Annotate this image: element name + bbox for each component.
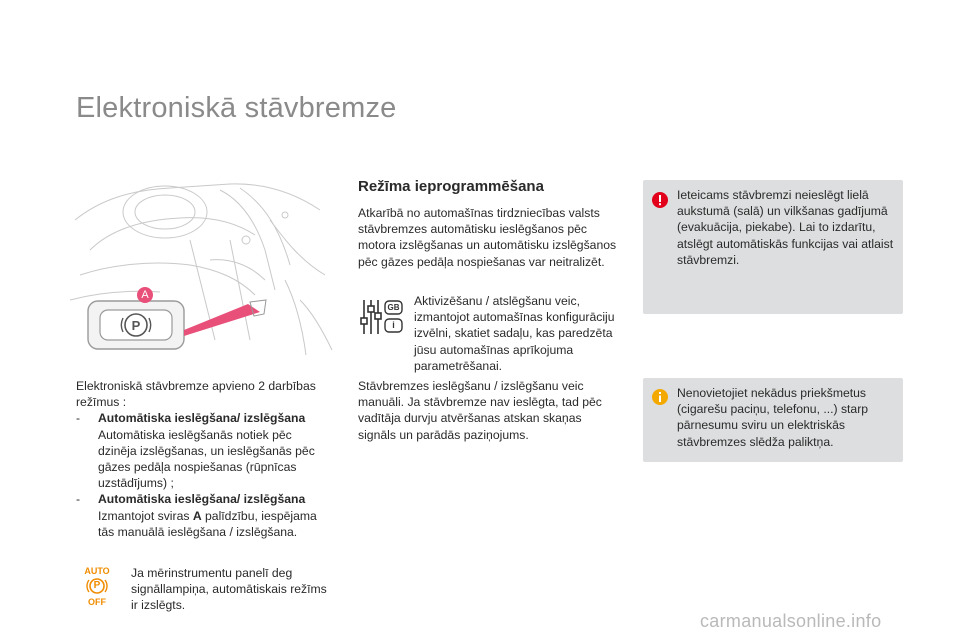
mode-heading: Automātiska ieslēgšana/ izslēgšana bbox=[98, 492, 306, 507]
info-icon bbox=[652, 389, 668, 405]
callout-a-label: A bbox=[141, 289, 149, 301]
list-dash: - bbox=[76, 492, 81, 507]
warning-exclamation-icon bbox=[652, 192, 668, 208]
manual-operation-paragraph: Stāvbremzes ieslēgšanu / izslēgšanu veic manuāli. Ja stāvbremze nav ieslēgta, tad pēc vadītāja durvju atvēršanas atskan skaņas signāls un parādās paziņojums. bbox=[358, 379, 602, 442]
programming-paragraph: Atkarībā no automašīnas tirdzniecības valsts stāvbremzes automātisku ieslēgšanos pēc motora izslēgšanas un automātisku izslēgšanos pēc gāzes pedāļa nospiešanas var neitralizēt. bbox=[358, 206, 617, 269]
parking-brake-illustration bbox=[70, 180, 336, 358]
mode-item bbox=[76, 491, 332, 540]
off-label: OFF bbox=[88, 597, 106, 607]
warning-box bbox=[643, 180, 903, 314]
list-dash: - bbox=[76, 411, 81, 426]
section-title: Režīma ieprogrammēšana bbox=[358, 178, 544, 195]
watermark: carmanualsonline.info bbox=[700, 611, 882, 631]
modes-description bbox=[76, 378, 332, 540]
config-badge-info: i bbox=[392, 320, 395, 330]
activation-paragraph: Aktivizēšanu / atslēgšanu veic, izmantojot automašīnas konfigurāciju izvēlni, skatiet sadaļu, kas paredzēta jūsu automašīnas aprīkojuma parametrēšanai. bbox=[414, 294, 615, 373]
page-title: Elektroniskā stāvbremze bbox=[76, 92, 397, 124]
warning-text: Ieteicams stāvbremzi neieslēgt lielā aukstumā (salā) un vilkšanas gadījumā (evakuācija, piekabe). Lai to izdarītu, atslēgt automātiskās funkcijas vai atlaist stāvbremzi. bbox=[677, 188, 894, 267]
config-badge-gb: GB bbox=[387, 303, 400, 312]
auto-off-warning-icon bbox=[82, 566, 112, 608]
svg-text:P: P bbox=[131, 318, 141, 333]
mode-text: Automātiska ieslēgšanās notiek pēc dzinēja izslēgšanas, un ieslēgšanās pēc gāzes pedāļa nospiešanas (rūpnīcas uzstādījums) ; bbox=[98, 427, 315, 491]
info-text: Nenovietojiet nekādus priekšmetus (cigarešu paciņu, telefonu, ...) starp pārnesumu sviru un elektriskās stāvbremzes slēdža paliktņa. bbox=[677, 386, 869, 449]
configuration-menu-icon bbox=[360, 298, 404, 336]
mode-heading: Automātiska ieslēgšana/ izslēgšana bbox=[98, 411, 306, 426]
auto-label: AUTO bbox=[84, 566, 110, 576]
auto-mode-note: Ja mērinstrumentu panelī deg signāllampiņa, automātiskais režīms ir izslēgts. bbox=[131, 566, 327, 613]
modes-intro: Elektroniskā stāvbremze apvieno 2 darbības režīmus : bbox=[76, 379, 316, 410]
auto-p-letter: P bbox=[93, 580, 101, 591]
info-box bbox=[643, 378, 903, 462]
mode-text: Izmantojot sviras A palīdzību, iespējama tās manuālā ieslēgšana / izslēgšana. bbox=[98, 508, 317, 539]
mode-item bbox=[76, 410, 332, 491]
